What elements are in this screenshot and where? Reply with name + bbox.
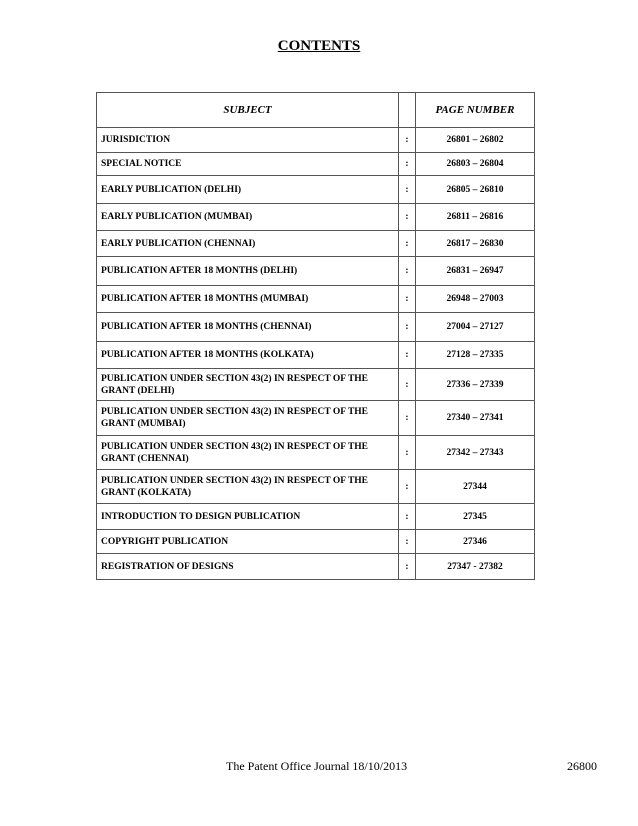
row-subject: PUBLICATION UNDER SECTION 43(2) IN RESPECT OF THE GRANT (CHENNAI) xyxy=(97,436,399,470)
table-row xyxy=(97,504,535,530)
table-row xyxy=(97,231,535,257)
table-row xyxy=(97,530,535,554)
row-page-number: 27346 xyxy=(416,530,535,554)
row-subject: INTRODUCTION TO DESIGN PUBLICATION xyxy=(97,504,399,530)
row-page-number: 26817 – 26830 xyxy=(416,231,535,257)
row-subject: COPYRIGHT PUBLICATION xyxy=(97,530,399,554)
row-separator: : xyxy=(399,257,416,286)
row-subject: PUBLICATION UNDER SECTION 43(2) IN RESPECT OF THE GRANT (MUMBAI) xyxy=(97,401,399,436)
table-row xyxy=(97,342,535,369)
contents-table xyxy=(96,92,535,580)
row-subject: PUBLICATION AFTER 18 MONTHS (MUMBAI) xyxy=(97,286,399,313)
row-page-number: 26831 – 26947 xyxy=(416,257,535,286)
row-page-number: 27336 – 27339 xyxy=(416,369,535,401)
row-separator: : xyxy=(399,128,416,153)
table-header-row xyxy=(97,93,535,128)
table-row xyxy=(97,153,535,176)
row-separator: : xyxy=(399,401,416,436)
table-row xyxy=(97,176,535,204)
row-subject: PUBLICATION AFTER 18 MONTHS (CHENNAI) xyxy=(97,313,399,342)
row-subject: PUBLICATION AFTER 18 MONTHS (DELHI) xyxy=(97,257,399,286)
row-separator: : xyxy=(399,530,416,554)
table-row xyxy=(97,128,535,153)
row-separator: : xyxy=(399,369,416,401)
row-separator: : xyxy=(399,504,416,530)
table-row xyxy=(97,257,535,286)
row-page-number: 26803 – 26804 xyxy=(416,153,535,176)
row-separator: : xyxy=(399,436,416,470)
row-separator: : xyxy=(399,313,416,342)
row-page-number: 27347 - 27382 xyxy=(416,554,535,580)
table-row xyxy=(97,470,535,504)
row-page-number: 27345 xyxy=(416,504,535,530)
row-page-number: 26801 – 26802 xyxy=(416,128,535,153)
row-subject: EARLY PUBLICATION (DELHI) xyxy=(97,176,399,204)
table-row xyxy=(97,204,535,231)
row-subject: EARLY PUBLICATION (CHENNAI) xyxy=(97,231,399,257)
row-separator: : xyxy=(399,176,416,204)
page-number-column-header: PAGE NUMBER xyxy=(416,93,535,128)
row-subject: PUBLICATION UNDER SECTION 43(2) IN RESPECT OF THE GRANT (DELHI) xyxy=(97,369,399,401)
row-page-number: 27004 – 27127 xyxy=(416,313,535,342)
row-separator: : xyxy=(399,470,416,504)
table-row xyxy=(97,369,535,401)
row-separator: : xyxy=(399,204,416,231)
row-page-number: 26805 – 26810 xyxy=(416,176,535,204)
row-subject: EARLY PUBLICATION (MUMBAI) xyxy=(97,204,399,231)
row-separator: : xyxy=(399,342,416,369)
table-row xyxy=(97,286,535,313)
separator-column-header xyxy=(399,93,416,128)
footer-journal-name: The Patent Office Journal 18/10/2013 xyxy=(226,759,408,773)
row-separator: : xyxy=(399,153,416,176)
row-separator: : xyxy=(399,554,416,580)
table-row xyxy=(97,436,535,470)
row-subject: REGISTRATION OF DESIGNS xyxy=(97,554,399,580)
row-subject: SPECIAL NOTICE xyxy=(97,153,399,176)
row-page-number: 27128 – 27335 xyxy=(416,342,535,369)
row-page-number: 27340 – 27341 xyxy=(416,401,535,436)
table-row xyxy=(97,401,535,436)
table-row xyxy=(97,313,535,342)
row-separator: : xyxy=(399,231,416,257)
table-row xyxy=(97,554,535,580)
row-subject: PUBLICATION UNDER SECTION 43(2) IN RESPECT OF THE GRANT (KOLKATA) xyxy=(97,470,399,504)
row-page-number: 27344 xyxy=(416,470,535,504)
row-page-number: 26948 – 27003 xyxy=(416,286,535,313)
row-page-number: 26811 – 26816 xyxy=(416,204,535,231)
row-separator: : xyxy=(399,286,416,313)
row-page-number: 27342 – 27343 xyxy=(416,436,535,470)
row-subject: JURISDICTION xyxy=(97,128,399,153)
page-title: CONTENTS xyxy=(277,38,361,54)
row-subject: PUBLICATION AFTER 18 MONTHS (KOLKATA) xyxy=(97,342,399,369)
footer-page-number: 26800 xyxy=(567,759,597,773)
subject-column-header: SUBJECT xyxy=(97,93,399,128)
